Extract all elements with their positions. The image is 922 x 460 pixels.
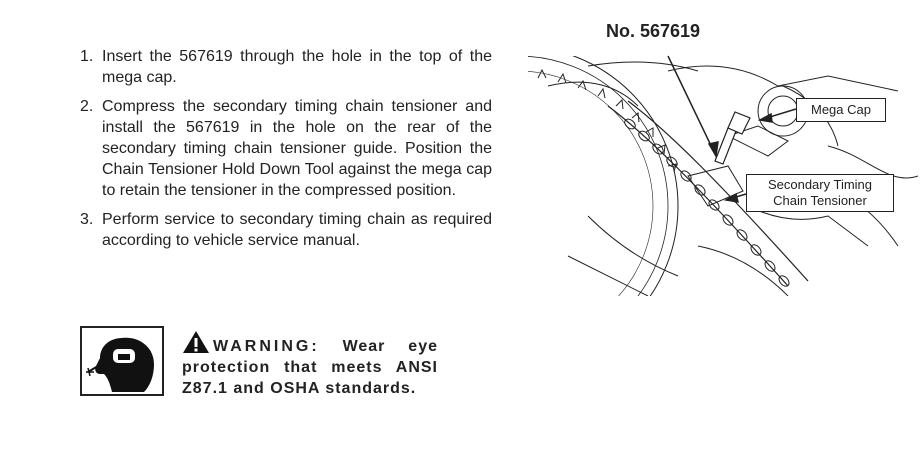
instruction-step-1 [80,46,492,88]
instruction-step-3 [80,209,492,251]
step-text: Insert the 567619 through the hole in the top of the mega cap. [102,48,492,86]
tool-installation-figure [528,16,920,296]
part-number-label: No. 567619 [606,21,701,41]
callout-line: Secondary Timing [767,177,873,192]
warning-notice [182,330,438,399]
step-number: 3. [80,211,94,228]
exclamation-triangle-icon [182,330,210,354]
instruction-step-2 [80,96,492,201]
engine-timing-chain-illustration [528,16,920,296]
step-text: Perform service to secondary timing chain as required according to vehicle service manual. [102,211,492,249]
mega-cap-callout: Mega Cap [796,98,886,122]
step-number: 1. [80,48,94,65]
instruction-steps [80,46,492,259]
callout-line: Chain Tensioner [773,193,867,208]
secondary-tensioner-callout [746,174,894,212]
warning-text: Wear eye protection that meets ANSI Z87.1 and OSHA standards. [182,338,438,397]
hold-down-tool-shape [715,112,750,164]
step-number: 2. [80,98,94,115]
step-text: Compress the secondary timing chain tensioner and install the 567619 in the hole on the rear of the secondary timing chain tensioner guide. Position the Chain Tensioner Hold Down Tool against the mega cap to retain the tensioner in the compressed position. [102,98,492,199]
warning-label: WARNING: [213,338,320,355]
eye-protection-icon [80,326,164,396]
